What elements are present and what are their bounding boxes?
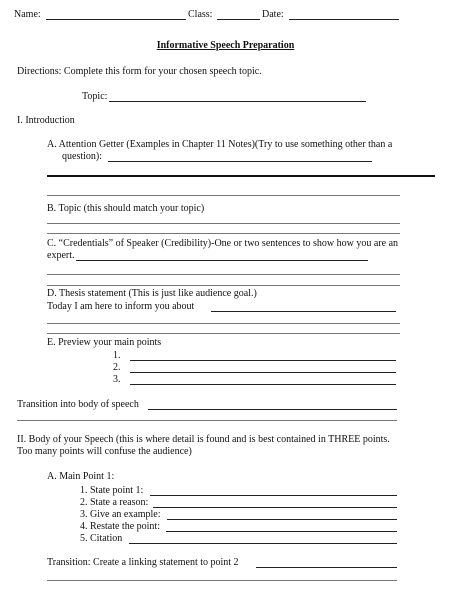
section-introduction-heading: I. Introduction <box>17 115 75 126</box>
attention-getter-prompt-cont: question): <box>62 151 102 162</box>
topic-match-line[interactable] <box>47 223 400 224</box>
preview-point-field[interactable] <box>130 384 396 385</box>
thesis-lead-in: Today I am here to inform you about <box>47 301 195 312</box>
class-field[interactable] <box>217 19 260 20</box>
class-label: Class: <box>188 9 213 20</box>
credentials-field[interactable] <box>76 260 368 261</box>
preview-point-number: 3. <box>113 374 121 385</box>
topic-match-prompt: B. Topic (this should match your topic) <box>47 203 205 214</box>
attention-getter-prompt: A. Attention Getter (Examples in Chapter 11 Notes)(Try to use something other than a <box>47 139 393 150</box>
transition-body-label: Transition into body of speech <box>17 399 139 410</box>
transition-point2-line[interactable] <box>47 580 397 581</box>
date-label: Date: <box>262 9 284 20</box>
preview-point-number: 1. <box>113 350 121 361</box>
step-field[interactable] <box>153 507 397 508</box>
step-label: 5. Citation <box>80 533 123 544</box>
transition-body-line[interactable] <box>17 420 397 421</box>
step-label: 2. State a reason: <box>80 497 149 508</box>
topic-match-line[interactable] <box>47 233 400 234</box>
thesis-line[interactable] <box>47 323 400 324</box>
attention-getter-line[interactable] <box>47 175 435 177</box>
credentials-prompt-cont: expert. <box>47 250 75 261</box>
step-label: 4. Restate the point: <box>80 521 160 532</box>
name-field[interactable] <box>46 19 186 20</box>
directions-text: Directions: Complete this form for your chosen speech topic. <box>17 66 262 77</box>
transition-point2-field[interactable] <box>256 567 397 568</box>
credentials-prompt: C. “Credentials” of Speaker (Credibility)-One or two sentences to show how you are an <box>47 238 399 249</box>
transition-point2-label: Transition: Create a linking statement to point 2 <box>47 557 239 568</box>
section-body-heading-cont: Too many points will confuse the audience) <box>17 446 192 457</box>
attention-getter-line[interactable] <box>47 195 400 196</box>
attention-getter-field[interactable] <box>108 161 372 162</box>
step-label: 1. State point 1: <box>80 485 144 496</box>
thesis-line[interactable] <box>47 333 400 334</box>
document-title: Informative Speech Preparation <box>156 40 295 51</box>
topic-label: Topic: <box>82 91 108 102</box>
date-field[interactable] <box>289 19 399 20</box>
preview-point-number: 2. <box>113 362 121 373</box>
thesis-field[interactable] <box>211 311 396 312</box>
main-point-heading: A. Main Point 1: <box>47 471 115 482</box>
preview-points-prompt: E. Preview your main points <box>47 337 162 348</box>
step-field[interactable] <box>167 519 397 520</box>
preview-point-field[interactable] <box>130 372 396 373</box>
preview-point-field[interactable] <box>130 360 396 361</box>
step-field[interactable] <box>129 543 397 544</box>
name-label: Name: <box>14 9 41 20</box>
credentials-line[interactable] <box>47 285 400 286</box>
topic-field[interactable] <box>109 101 366 102</box>
transition-body-field[interactable] <box>148 409 397 410</box>
thesis-prompt: D. Thesis statement (This is just like audience goal.) <box>47 288 257 299</box>
credentials-line[interactable] <box>47 274 400 275</box>
step-field[interactable] <box>166 531 397 532</box>
section-body-heading: II. Body of your Speech (this is where detail is found and is best contained in THREE points. <box>17 434 390 445</box>
step-field[interactable] <box>150 495 397 496</box>
step-label: 3. Give an example: <box>80 509 161 520</box>
